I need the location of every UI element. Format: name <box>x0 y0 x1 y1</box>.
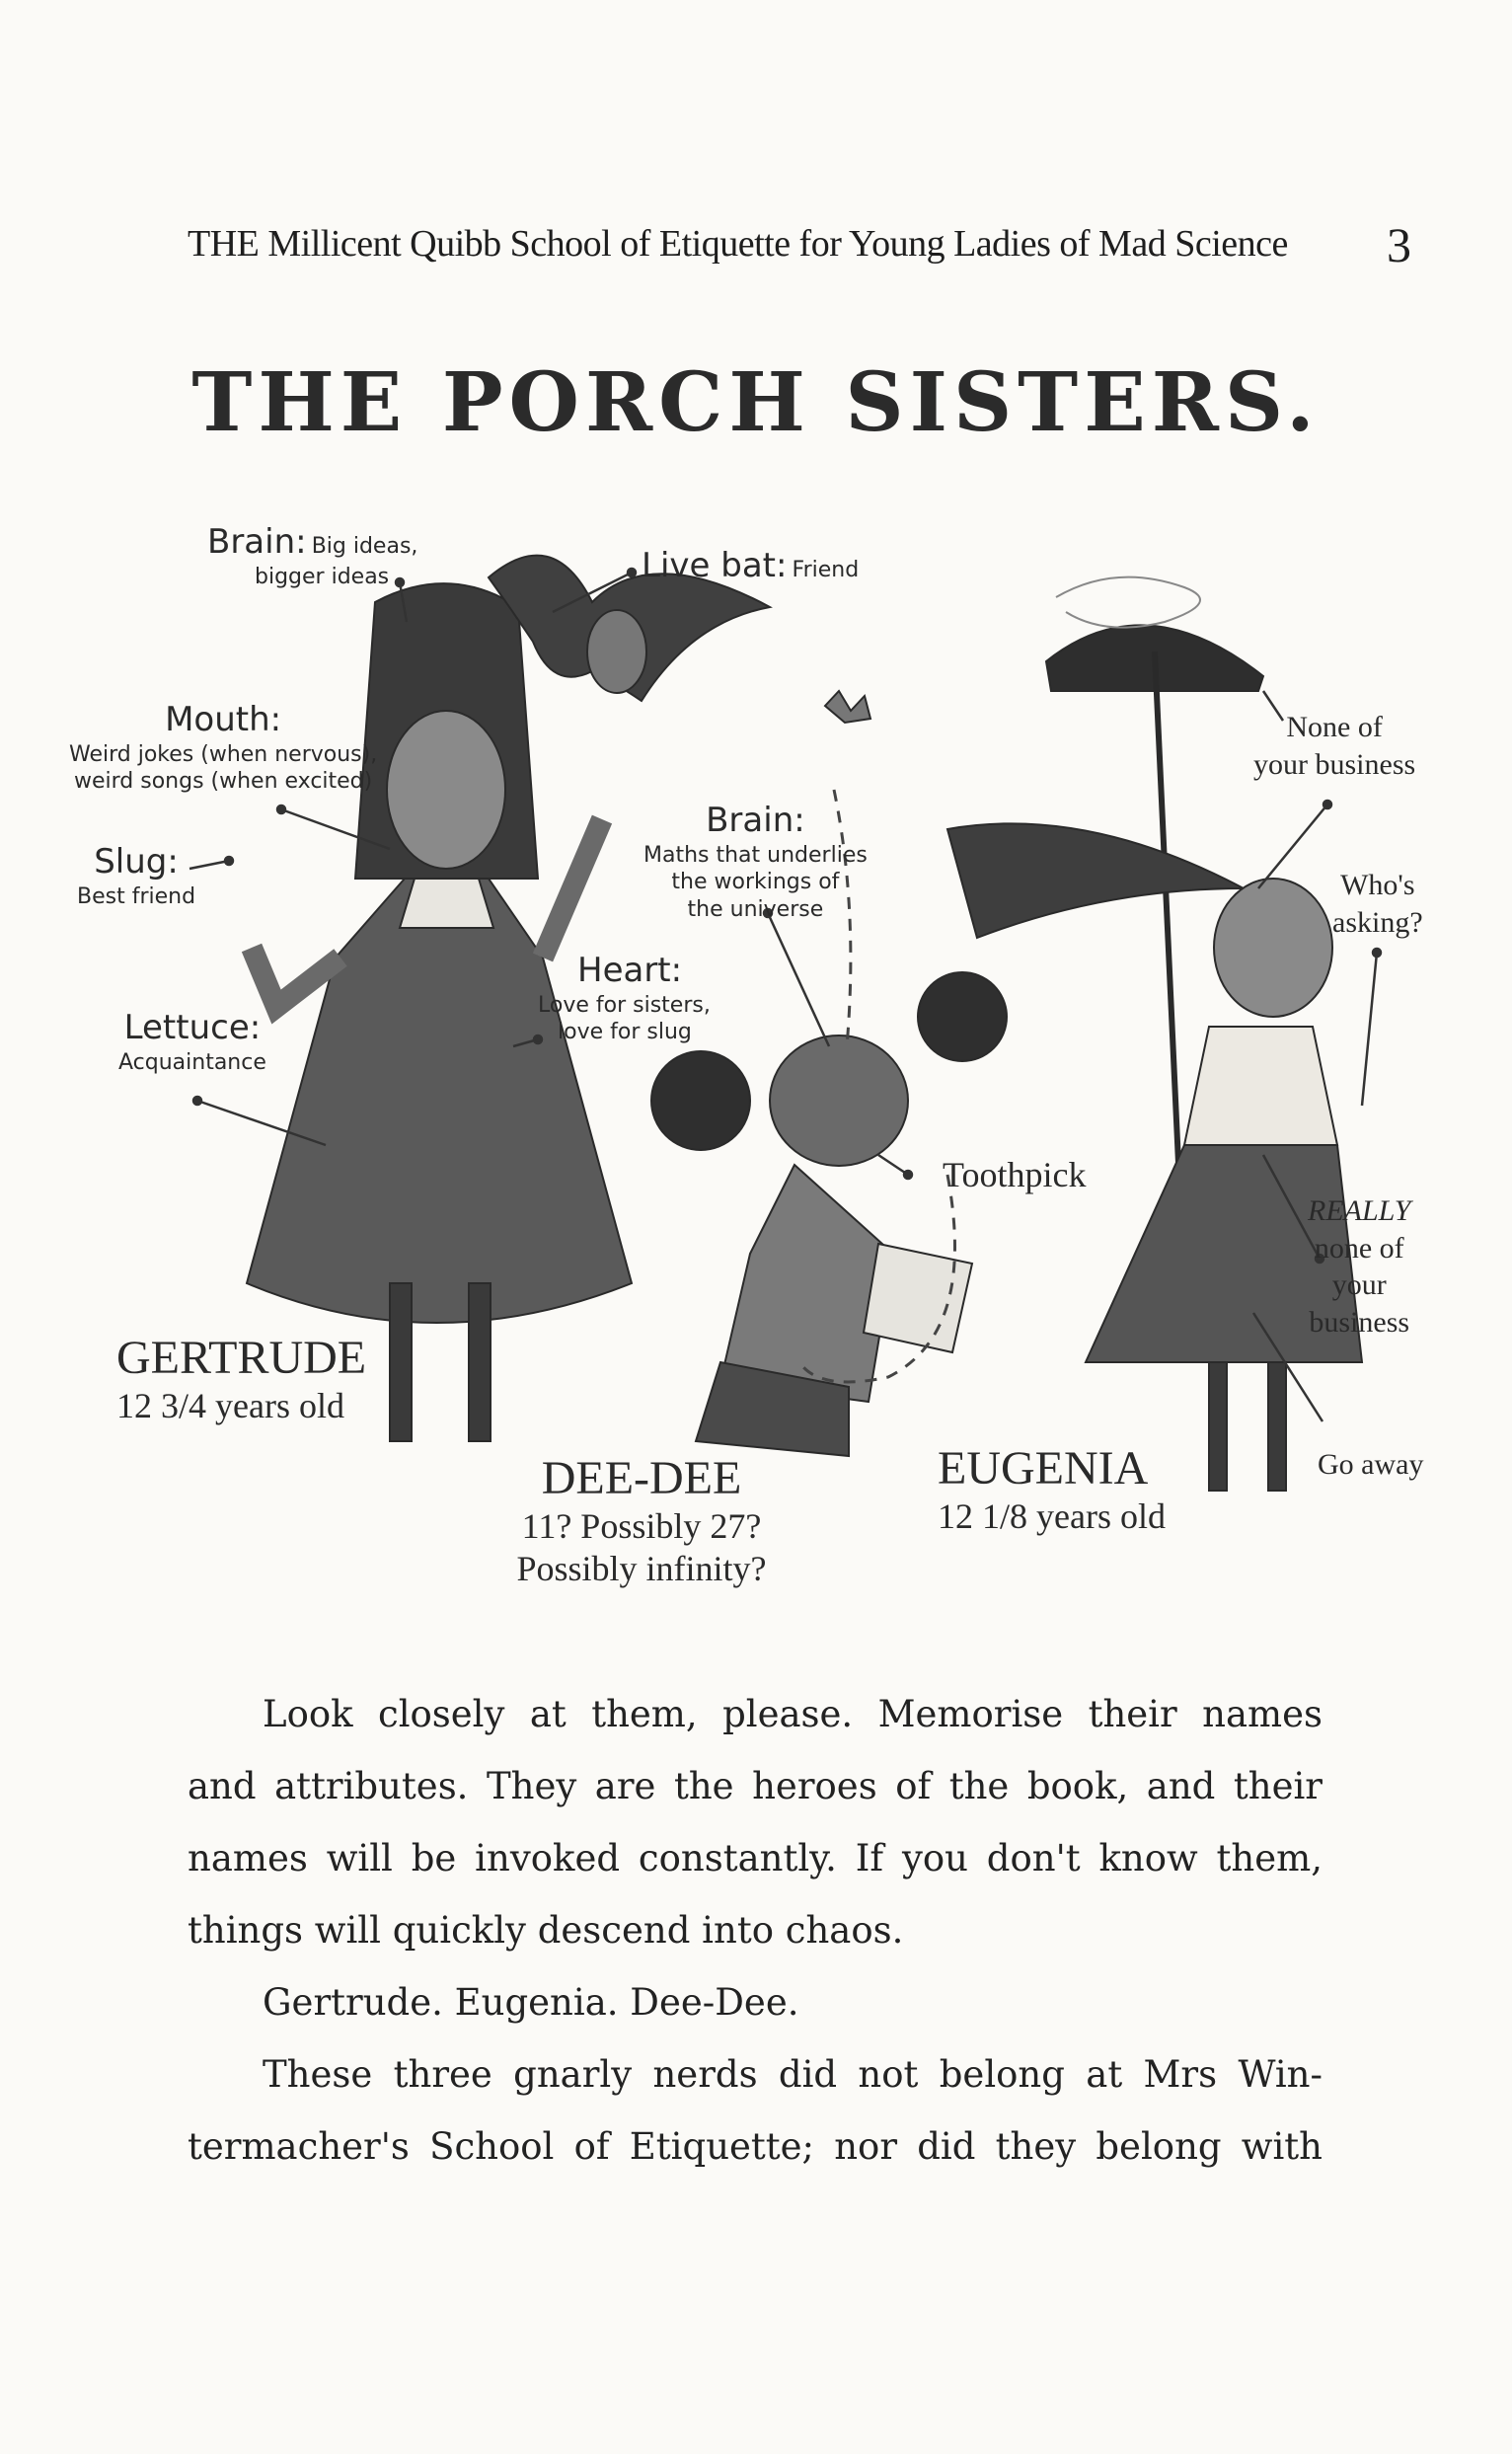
callout-value: Friend <box>792 558 860 582</box>
callout-value: Maths that underlies <box>643 842 868 868</box>
character-age: 12 1/8 years old <box>938 1496 1166 1536</box>
callout-value: Big ideas, <box>311 534 418 559</box>
callout-line: None of <box>1286 711 1383 743</box>
character-name: EUGENIA <box>938 1442 1149 1495</box>
paragraph: Gertrude. Eugenia. Dee-Dee. <box>263 1981 799 2024</box>
heart-callout <box>538 950 711 1046</box>
callout-line: REALLY <box>1308 1194 1411 1227</box>
callout-value: Best friend <box>77 883 196 909</box>
callout-value: bigger ideas <box>255 564 390 589</box>
body-text <box>188 1678 1323 2183</box>
callout-key: Heart: <box>577 951 683 990</box>
callout-line: Who's <box>1340 869 1415 901</box>
live-bat-callout <box>642 545 859 587</box>
callout-value: Love for sisters, <box>538 992 711 1018</box>
paragraph-line: things will quickly descend into chaos. <box>188 1909 904 1952</box>
illustration-title: THE PORCH SISTERS. <box>191 355 1321 450</box>
toothpick-callout: Toothpick <box>943 1155 1087 1194</box>
character-name: DEE-DEE <box>541 1452 742 1504</box>
callout-value: love for slug <box>558 1020 692 1044</box>
character-age: 12 3/4 years old <box>116 1386 344 1425</box>
go-away-callout: Go away <box>1318 1448 1424 1481</box>
callout-key: Slug: <box>94 842 179 882</box>
page-number: 3 <box>1387 217 1411 272</box>
callout-line: none of <box>1314 1231 1404 1265</box>
eugenia-caption <box>938 1441 1166 1538</box>
deedee-caption <box>493 1451 790 1590</box>
paragraph-line: termacher's School of Etiquette; nor did they belong with <box>188 2125 1323 2168</box>
callout-value: Weird jokes (when nervous), <box>69 741 378 767</box>
callout-line: your <box>1331 1268 1387 1301</box>
callout-line: business <box>1309 1305 1410 1339</box>
callout-value: Acquaintance <box>118 1049 266 1075</box>
callout-value: the universe <box>687 896 824 922</box>
callout-key: Lettuce: <box>123 1008 262 1047</box>
paragraph-line: and attributes. They are the heroes of the book, and their <box>188 1765 1323 1807</box>
callout-line: asking? <box>1332 905 1423 939</box>
callout-value: weird songs (when excited) <box>74 769 373 794</box>
character-age: Possibly infinity? <box>516 1549 767 1589</box>
scribble-cloud <box>1056 577 1200 628</box>
whos-asking-callout <box>1332 867 1423 941</box>
paragraph-line: These three gnarly nerds did not belong at Mrs Win- <box>263 2053 1323 2096</box>
character-age: 11? Possibly 27? <box>521 1506 762 1546</box>
deedee-brain-callout <box>643 800 868 923</box>
paragraph-line: names will be invoked constantly. If you don't know them, <box>188 1837 1323 1879</box>
mouth-callout <box>69 699 377 796</box>
umbrella-callout <box>1253 709 1415 783</box>
slug-callout <box>77 841 195 910</box>
callout-value: the workings of <box>671 870 840 894</box>
butterfly-figure <box>825 691 870 723</box>
callout-key: Live bat: <box>642 546 788 585</box>
paragraph-line: Look closely at them, please. Memorise their names <box>263 1693 1323 1735</box>
really-none-callout <box>1308 1192 1410 1341</box>
gertrude-caption <box>116 1331 366 1427</box>
running-title: THE Millicent Quibb School of Etiquette for Young Ladies of Mad Science <box>188 223 1288 265</box>
callout-key: Mouth: <box>165 700 282 739</box>
character-name: GERTRUDE <box>116 1332 367 1384</box>
callout-key: Brain: <box>207 522 307 562</box>
lettuce-callout <box>118 1007 266 1076</box>
callout-key: Brain: <box>706 801 805 840</box>
callout-line: your business <box>1253 747 1416 781</box>
gertrude-brain-callout <box>207 521 417 590</box>
running-header <box>188 217 1411 281</box>
